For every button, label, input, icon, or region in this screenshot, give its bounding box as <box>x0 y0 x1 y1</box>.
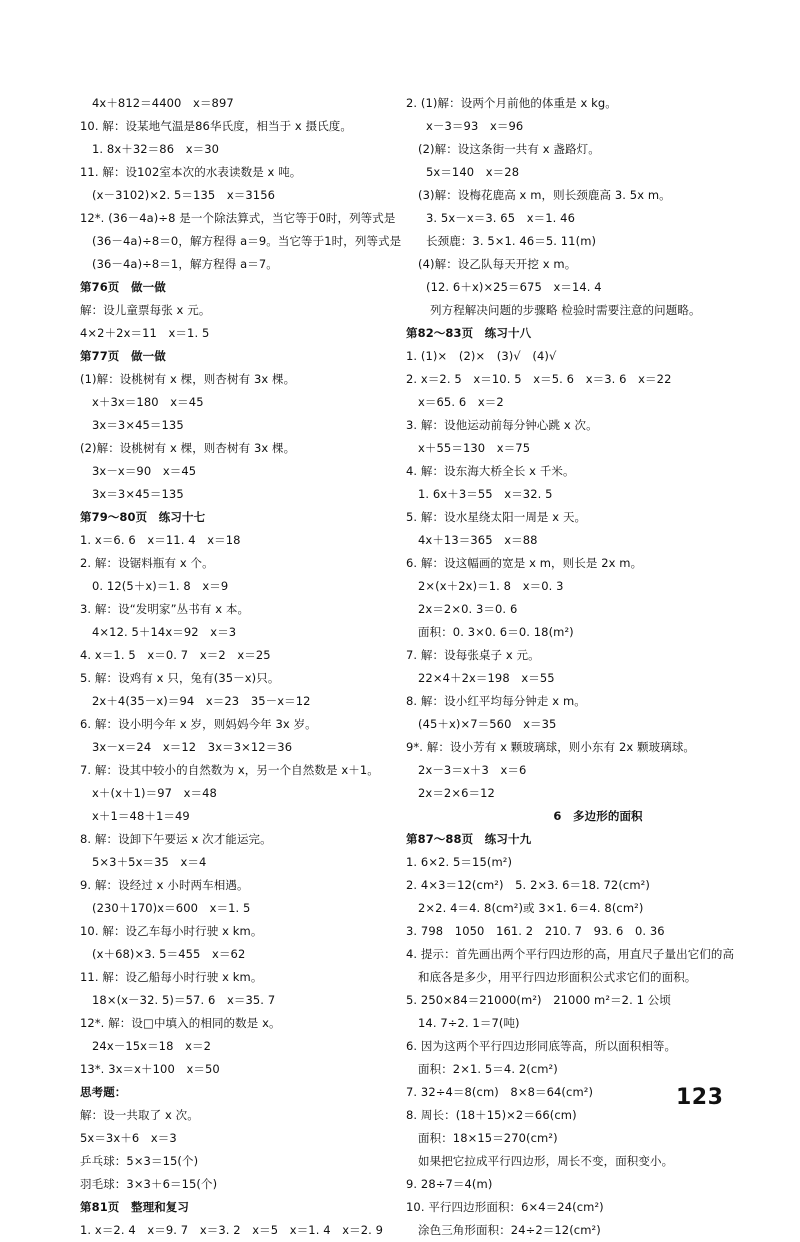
answer-line: 3x＝3×45＝135 <box>92 418 184 432</box>
answer-line: 4x＋812＝4400 x＝897 <box>92 96 234 110</box>
answer-line: 4. x＝1. 5 x＝0. 7 x＝2 x＝25 <box>80 648 271 662</box>
answer-line: 9. 解：设经过 x 小时两车相遇。 <box>80 878 249 892</box>
answer-line: 2. 4×3＝12(cm²) 5. 2×3. 6＝18. 72(cm²) <box>406 878 650 892</box>
answer-line: 10. 解：设某地气温是86华氏度，相当于 x 摄氏度。 <box>80 119 352 133</box>
answer-line: 5. 解：设水星绕太阳一周是 x 天。 <box>406 510 587 524</box>
answer-line: (12. 6＋x)×25＝675 x＝14. 4 <box>426 280 602 294</box>
answer-line: (2)解：设这条街一共有 x 盏路灯。 <box>418 142 600 156</box>
answer-line: (2)解：设桃树有 x 棵，则杏树有 3x 棵。 <box>80 441 296 455</box>
left-answer-column <box>80 92 402 1242</box>
page-heading: 第79～80页 练习十七 <box>80 510 206 524</box>
answer-line: 5×3＋5x＝35 x＝4 <box>92 855 207 869</box>
page-heading: 第82～83页 练习十八 <box>406 326 532 340</box>
answer-line: 13*. 3x＝x＋100 x＝50 <box>80 1062 220 1076</box>
answer-line: 2x＝2×6＝12 <box>418 786 495 800</box>
answer-line: 1. (1)× (2)× (3)√ (4)√ <box>406 349 557 363</box>
answer-line: 2x＝2×0. 3＝0. 6 <box>418 602 518 616</box>
answer-line: 11. 解：设乙船每小时行驶 x km。 <box>80 970 263 984</box>
answer-line: 面积：0. 3×0. 6＝0. 18(m²) <box>418 625 574 639</box>
answer-line: 5x＝140 x＝28 <box>426 165 520 179</box>
right-answer-column <box>406 92 735 1242</box>
answer-line: 8. 解：设卸下午要运 x 次才能运完。 <box>80 832 272 846</box>
answer-line: 3. 5x－x＝3. 65 x＝1. 46 <box>426 211 575 225</box>
answer-line: 3. 解：设他运动前每分钟心跳 x 次。 <box>406 418 598 432</box>
answer-line: 18×(x－32. 5)＝57. 6 x＝35. 7 <box>92 993 276 1007</box>
answer-line: 长颈鹿：3. 5×1. 46＝5. 11(m) <box>426 234 597 248</box>
answer-line: 解：设一共取了 x 次。 <box>80 1108 199 1122</box>
answer-line: 0. 12(5＋x)＝1. 8 x＝9 <box>92 579 229 593</box>
answer-line: (3)解：设梅花鹿高 x m，则长颈鹿高 3. 5x m。 <box>418 188 671 202</box>
answer-line: 14. 7÷2. 1＝7(吨) <box>418 1016 520 1030</box>
answer-line: 4x＋13＝365 x＝88 <box>418 533 538 547</box>
answer-line: 6. 因为这两个平行四边形同底等高，所以面积相等。 <box>406 1039 677 1053</box>
page-heading: 第76页 做一做 <box>80 280 166 294</box>
answer-line: (x＋68)×3. 5＝455 x＝62 <box>92 947 246 961</box>
answer-line: 24x－15x＝18 x＝2 <box>92 1039 212 1053</box>
answer-line: 10. 平行四边形面积：6×4＝24(cm²) <box>406 1200 604 1214</box>
answer-line: 3x＝3×45＝135 <box>92 487 184 501</box>
answer-line: x＋(x＋1)＝97 x＝48 <box>92 786 217 800</box>
answer-line: 1. 6×2. 5＝15(m²) <box>406 855 513 869</box>
answer-line: 2. x＝2. 5 x＝10. 5 x＝5. 6 x＝3. 6 x＝22 <box>406 372 672 386</box>
answer-line: 2x－3＝x＋3 x＝6 <box>418 763 527 777</box>
answer-line: 5. 解：设鸡有 x 只，兔有(35－x)只。 <box>80 671 280 685</box>
answer-line: (36－4a)÷8＝1，解方程得 a＝7。 <box>92 257 278 271</box>
answer-line: 如果把它拉成平行四边形，周长不变，面积变小。 <box>418 1154 674 1168</box>
answer-line: 解：设儿童票每张 x 元。 <box>80 303 211 317</box>
answer-line: 6. 解：设这幅画的宽是 x m，则长是 2x m。 <box>406 556 643 570</box>
section-title: 6 多边形的面积 <box>553 809 643 823</box>
answer-line: 3x－x＝90 x＝45 <box>92 464 197 478</box>
answer-line: 9*. 解：设小芳有 x 颗玻璃球，则小东有 2x 颗玻璃球。 <box>406 740 696 754</box>
answer-line: 4. 解：设东海大桥全长 x 千米。 <box>406 464 575 478</box>
answer-line: 1. 8x＋32＝86 x＝30 <box>92 142 220 156</box>
answer-line: 6. 解：设小明今年 x 岁，则妈妈今年 3x 岁。 <box>80 717 317 731</box>
answer-line: 面积：18×15＝270(cm²) <box>418 1131 558 1145</box>
answer-line: (4)解：设乙队每天开挖 x m。 <box>418 257 577 271</box>
answer-line: 2×(x＋2x)＝1. 8 x＝0. 3 <box>418 579 564 593</box>
answer-line: x－3＝93 x＝96 <box>426 119 524 133</box>
answer-line: 涂色三角形面积：24÷2＝12(cm²) <box>418 1223 601 1237</box>
answer-line: 7. 解：设其中较小的自然数为 x，另一个自然数是 x＋1。 <box>80 763 379 777</box>
answer-line: x＝65. 6 x＝2 <box>418 395 504 409</box>
answer-line: 列方程解决问题的步骤略 检验时需要注意的问题略。 <box>430 303 701 317</box>
answer-line: 22×4＋2x＝198 x＝55 <box>418 671 555 685</box>
answer-line: (x－3102)×2. 5＝135 x＝3156 <box>92 188 276 202</box>
answer-line: 2x＋4(35－x)＝94 x＝23 35－x＝12 <box>92 694 311 708</box>
answer-line: 12*. 解：设□中填入的相同的数是 x。 <box>80 1016 281 1030</box>
answer-line: (230＋170)x＝600 x＝1. 5 <box>92 901 251 915</box>
answer-line: (36－4a)÷8＝0，解方程得 a＝9。当它等于1时，列等式是 <box>92 234 402 248</box>
answer-line: (1)解：设桃树有 x 棵，则杏树有 3x 棵。 <box>80 372 296 386</box>
answer-line: 和底各是多少，用平行四边形面积公式求它们的面积。 <box>418 970 697 984</box>
answer-line: 4×12. 5＋14x＝92 x＝3 <box>92 625 237 639</box>
answer-line: 10. 解：设乙车每小时行驶 x km。 <box>80 924 263 938</box>
answer-line: 12*. (36－4a)÷8 是一个除法算式，当它等于0时，列等式是 <box>80 211 396 225</box>
answer-line: 2. (1)解：设两个月前他的体重是 x kg。 <box>406 96 617 110</box>
answer-line: 1. x＝6. 6 x＝11. 4 x＝18 <box>80 533 241 547</box>
page-heading: 第87～88页 练习十九 <box>406 832 532 846</box>
answer-line: 11. 解：设102室本次的水表读数是 x 吨。 <box>80 165 302 179</box>
thinking-heading: 思考题： <box>80 1085 127 1099</box>
answer-line: 羽毛球：3×3＋6＝15(个) <box>80 1177 218 1191</box>
answer-line: 8. 解：设小红平均每分钟走 x m。 <box>406 694 586 708</box>
answer-line: 5. 250×84＝21000(m²) 21000 m²＝2. 1 公顷 <box>406 993 671 1007</box>
answer-line: 3. 解：设“发明家”丛书有 x 本。 <box>80 602 250 616</box>
answer-line: 3. 798 1050 161. 2 210. 7 93. 6 0. 36 <box>406 924 665 938</box>
answer-line: 面积：2×1. 5＝4. 2(cm²) <box>418 1062 558 1076</box>
page-heading: 第77页 做一做 <box>80 349 166 363</box>
answer-line: 2×2. 4＝4. 8(cm²)或 3×1. 6＝4. 8(cm²) <box>418 901 644 915</box>
answer-line: 5x＝3x＋6 x＝3 <box>80 1131 177 1145</box>
answer-line: 4×2＋2x＝11 x＝1. 5 <box>80 326 210 340</box>
page-number: 123 <box>676 1085 724 1110</box>
answer-line: 1. 6x＋3＝55 x＝32. 5 <box>418 487 553 501</box>
page-heading: 第81页 整理和复习 <box>80 1200 190 1214</box>
answer-line: 2. 解：设锯料瓶有 x 个。 <box>80 556 214 570</box>
answer-line: 1. x＝2. 4 x＝9. 7 x＝3. 2 x＝5 x＝1. 4 x＝2. 9 <box>80 1223 384 1237</box>
answer-line: (45＋x)×7＝560 x＝35 <box>418 717 557 731</box>
answer-line: 4. 提示：首先画出两个平行四边形的高，用直尺子量出它们的高 <box>406 947 735 961</box>
answer-line: x＋55＝130 x＝75 <box>418 441 531 455</box>
answer-line: 8. 周长：(18＋15)×2＝66(cm) <box>406 1108 577 1122</box>
answer-line: x＋1＝48＋1＝49 <box>92 809 190 823</box>
answer-line: 7. 解：设每张桌子 x 元。 <box>406 648 540 662</box>
answer-line: x＋3x＝180 x＝45 <box>92 395 204 409</box>
answer-line: 乒乓球：5×3＝15(个) <box>80 1154 199 1168</box>
answer-line: 7. 32÷4＝8(cm) 8×8＝64(cm²) <box>406 1085 594 1099</box>
answer-line: 9. 28÷7＝4(m) <box>406 1177 493 1191</box>
answer-line: 3x－x＝24 x＝12 3x＝3×12＝36 <box>92 740 293 754</box>
